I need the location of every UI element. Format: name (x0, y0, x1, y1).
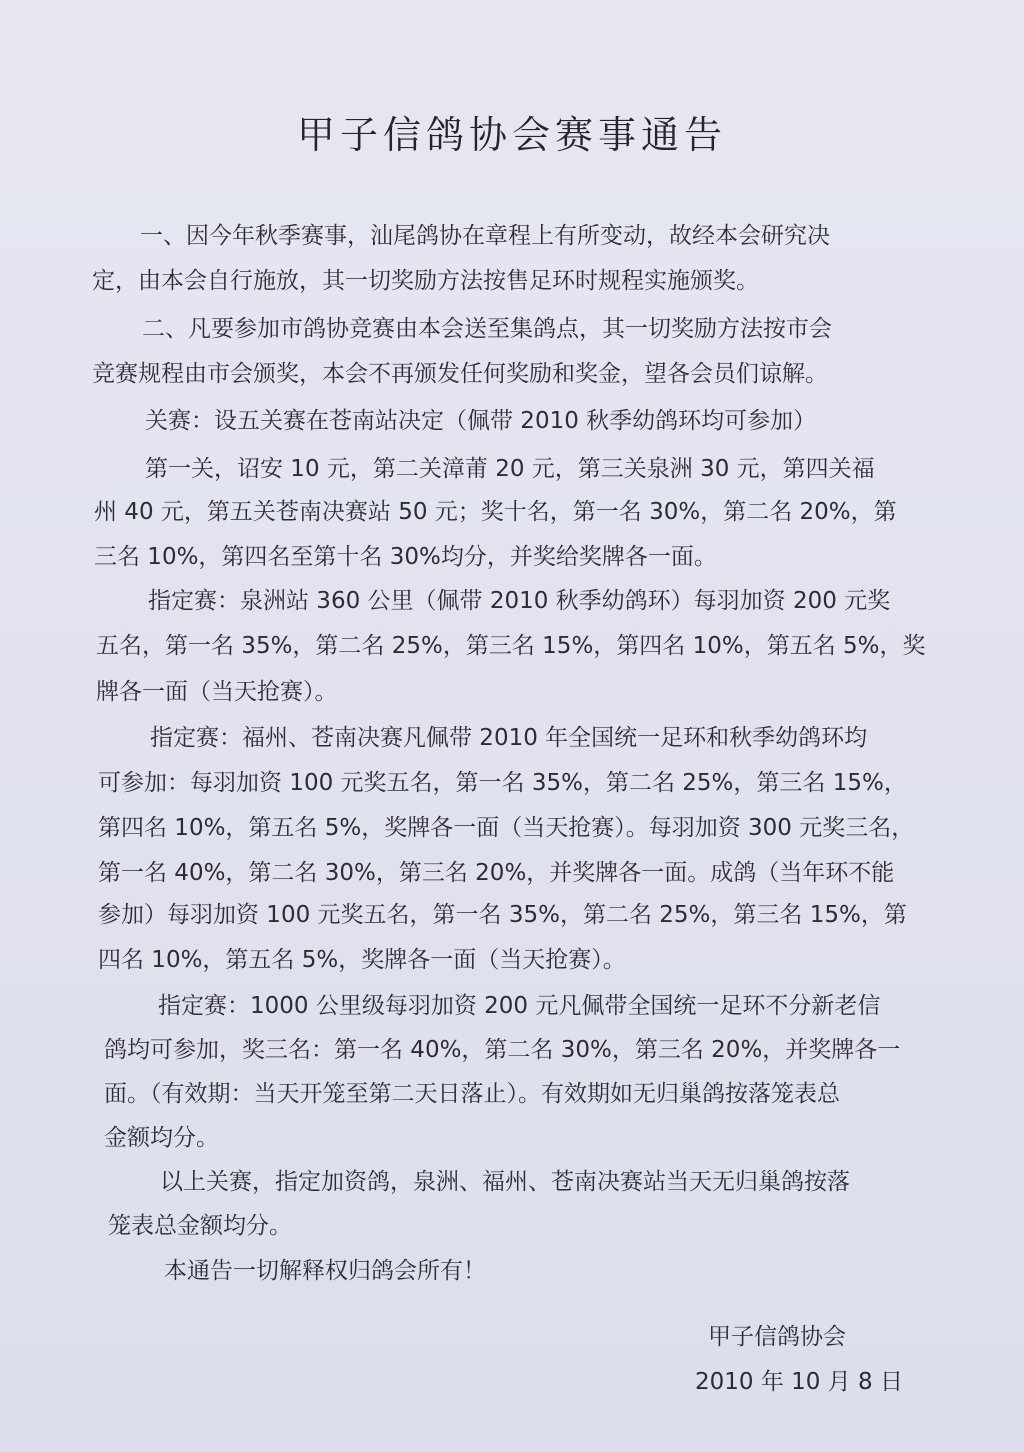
notice-line: 可参加：每羽加资 100 元奖五名，第一名 35%，第二名 25%，第三名 15%， (98, 770, 907, 796)
signature-org: 甲子信鸽协会 (708, 1324, 846, 1350)
notice-line: 牌各一面（当天抢赛）。 (96, 679, 338, 705)
notice-line: 金额均分。 (104, 1125, 219, 1151)
notice-line: 本通告一切解释权归鸽会所有！ (164, 1258, 486, 1284)
notice-line: 第四名 10%，第五名 5%，奖牌各一面（当天抢赛）。每羽加资 300 元奖三名， (98, 815, 915, 841)
notice-line: 笼表总金额均分。 (108, 1213, 292, 1239)
notice-line: 定，由本会自行施放，其一切奖励方法按售足环时规程实施颁奖。 (92, 268, 759, 294)
notice-line: 指定赛：福州、苍南决赛凡佩带 2010 年全国统一足环和秋季幼鸽环均 (150, 725, 868, 751)
notice-line: 一、因今年秋季赛事，汕尾鸽协在章程上有所变动，故经本会研究决 (140, 223, 830, 249)
notice-line: 竞赛规程由市会颁奖，本会不再颁发任何奖励和奖金，望各会员们谅解。 (92, 361, 828, 387)
notice-line: 第一名 40%，第二名 30%，第三名 20%，并奖牌各一面。成鸽（当年环不能 (98, 860, 895, 886)
notice-line: 第一关，诏安 10 元，第二关漳莆 20 元，第三关泉洲 30 元，第四关福 (145, 456, 875, 482)
notice-line: 二、凡要参加市鸽协竞赛由本会送至集鸽点，其一切奖励方法按市会 (142, 316, 832, 342)
notice-line: 州 40 元，第五关苍南决赛站 50 元；奖十名，第一名 30%，第二名 20%，第 (94, 499, 897, 525)
notice-line: 三名 10%，第四名至第十名 30%均分，并奖给奖牌各一面。 (94, 544, 717, 570)
notice-line: 指定赛：泉洲站 360 公里（佩带 2010 秋季幼鸽环）每羽加资 200 元奖 (148, 588, 891, 614)
notice-title: 甲子信鸽协会赛事通告 (296, 113, 727, 157)
notice-line: 鸽均可参加，奖三名：第一名 40%，第二名 30%，第三名 20%，并奖牌各一 (104, 1037, 901, 1063)
notice-line: 关赛：设五关赛在苍南站决定（佩带 2010 秋季幼鸽环均可参加） (145, 408, 817, 434)
notice-line: 五名，第一名 35%，第二名 25%，第三名 15%，第四名 10%，第五名 5%，奖 (96, 633, 926, 659)
notice-line: 以上关赛，指定加资鸽，泉洲、福州、苍南决赛站当天无归巢鸽按落 (160, 1169, 850, 1195)
notice-line: 参加）每羽加资 100 元奖五名，第一名 35%，第二名 25%，第三名 15%，第 (98, 902, 907, 928)
notice-line: 面。（有效期：当天开笼至第二天日落止）。有效期如无归巢鸽按落笼表总 (104, 1081, 840, 1107)
signature-date: 2010 年 10 月 8 日 (695, 1369, 903, 1395)
notice-line: 指定赛：1000 公里级每羽加资 200 元凡佩带全国统一足环不分新老信 (158, 993, 881, 1019)
notice-line: 四名 10%，第五名 5%，奖牌各一面（当天抢赛）。 (98, 947, 626, 973)
